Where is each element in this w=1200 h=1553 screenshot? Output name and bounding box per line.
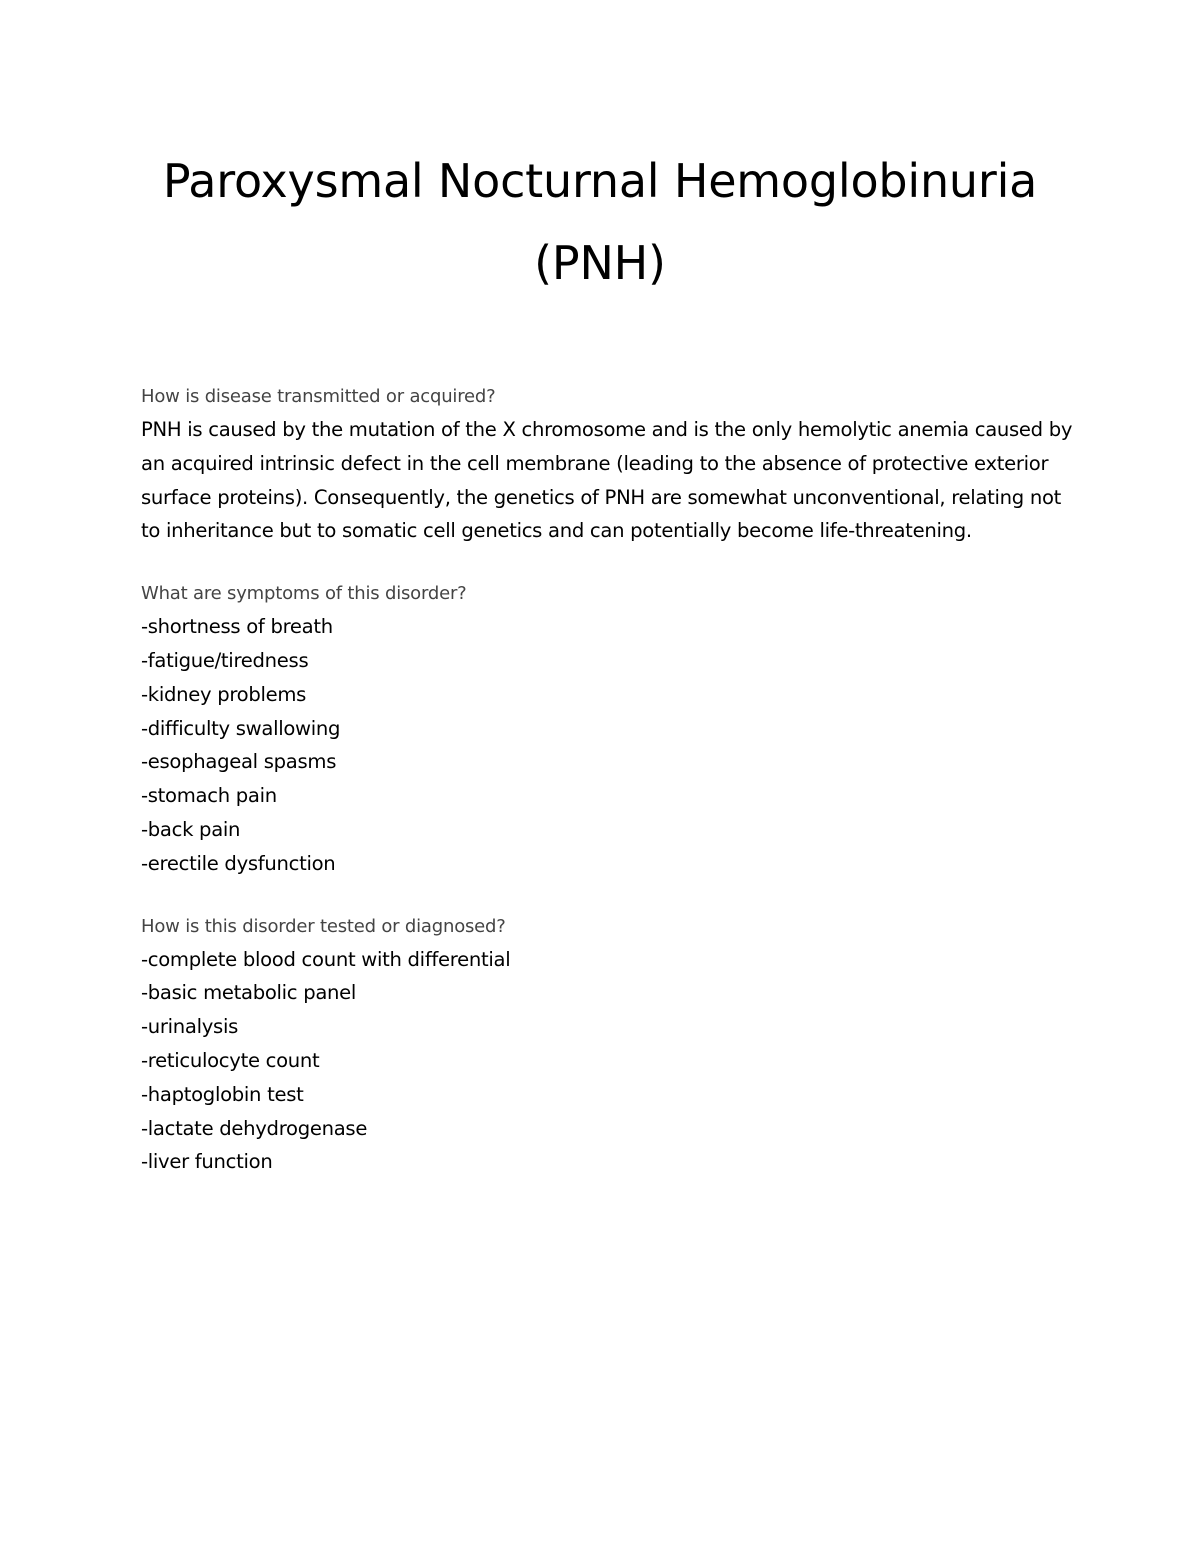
- question-symptoms: What are symptoms of this disorder?: [141, 583, 467, 605]
- title-line-2: (PNH): [534, 236, 666, 290]
- section-transmission: [141, 380, 1081, 548]
- list-item: -lactate dehydrogenase: [141, 1116, 368, 1140]
- list-item: -esophageal spasms: [141, 750, 337, 774]
- section-diagnosis: [141, 910, 1081, 1180]
- list-item: -complete blood count with differential: [141, 947, 511, 971]
- list-item: -urinalysis: [141, 1015, 239, 1039]
- list-item: -back pain: [141, 817, 241, 841]
- list-item: -fatigue/tiredness: [141, 648, 309, 672]
- title-line-1: Paroxysmal Nocturnal Hemoglobinuria: [162, 154, 1038, 208]
- list-item: -kidney problems: [141, 682, 307, 706]
- list-item: -basic metabolic panel: [141, 981, 357, 1005]
- question-diagnosis: How is this disorder tested or diagnosed?: [141, 915, 506, 937]
- diagnosis-list: [141, 943, 1081, 1180]
- section-symptoms: [141, 577, 1081, 880]
- list-item: -erectile dysfunction: [141, 851, 336, 875]
- answer-transmission: PNH is caused by the mutation of the X chromosome and is the only hemolytic anemia caused by an acquired intrinsic defect in the cell membrane (leading to the absence of protective exterior surface proteins). Consequently, the genetics of PNH are somewhat unconventional, relating not to inheritance but to somatic cell genetics and can potentially become life-threatening.: [141, 418, 1073, 543]
- list-item: -reticulocyte count: [141, 1048, 320, 1072]
- list-item: -difficulty swallowing: [141, 716, 341, 740]
- list-item: -liver function: [141, 1150, 273, 1174]
- document-title: [100, 140, 1100, 304]
- list-item: -haptoglobin test: [141, 1082, 304, 1106]
- list-item: -stomach pain: [141, 784, 277, 808]
- symptoms-list: [141, 610, 1081, 880]
- document-body: [141, 380, 1081, 1208]
- list-item: -shortness of breath: [141, 615, 333, 639]
- question-transmission: How is disease transmitted or acquired?: [141, 386, 496, 407]
